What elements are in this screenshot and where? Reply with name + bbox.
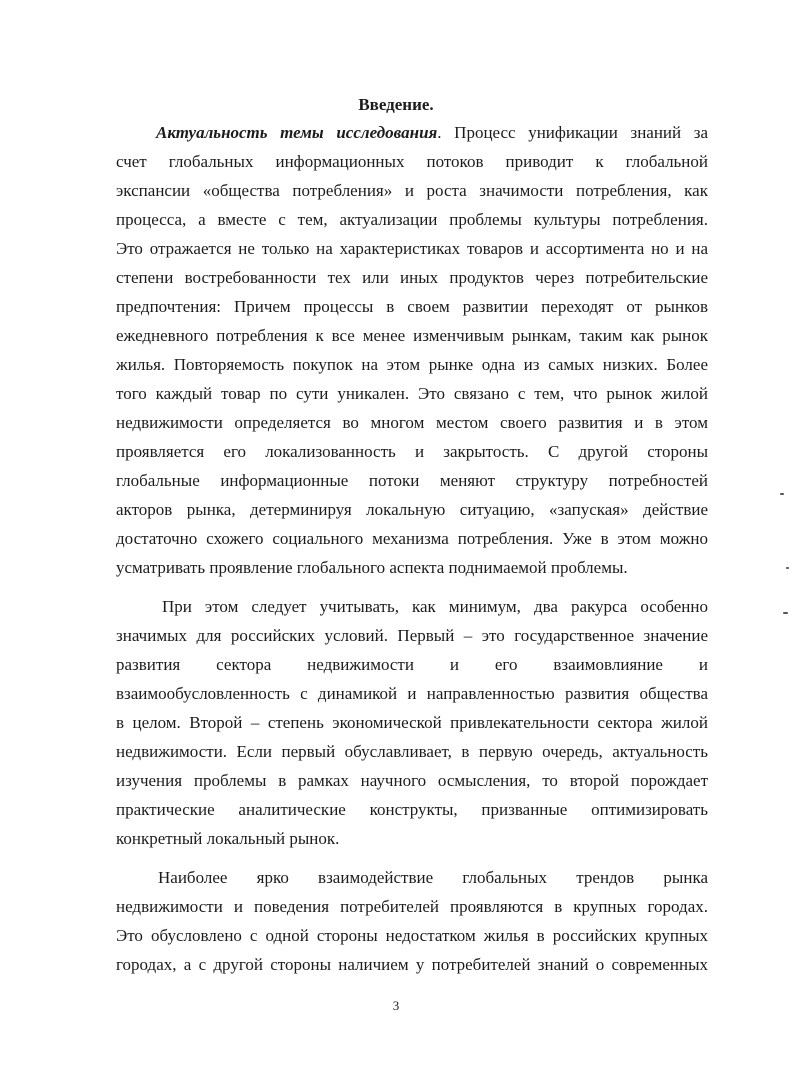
scan-speck [786, 567, 789, 569]
paragraph-2-line-3: развития сектора недвижимости и его взаимовлияние и [116, 655, 708, 674]
paragraph-1-line-8: ежедневного потребления к все менее изменчивым рынкам, таким как рынок [116, 326, 708, 345]
paragraph-2-line-1: При этом следует учитывать, как минимум, два ракурса особенно [162, 597, 708, 616]
paragraph-2-line-5: в целом. Второй – степень экономической привлекательности сектора жилой [116, 713, 708, 732]
paragraph-2-line-6: недвижимости. Если первый обуславливает, в первую очередь, актуальность [116, 742, 708, 761]
paragraph-3-line-3: Это обусловлено с одной стороны недостатком жилья в российских крупных [116, 926, 708, 945]
paragraph-1-line-16: усматривать проявление глобального аспекта поднимаемой проблемы. [116, 558, 628, 577]
paragraph-3-line-2: недвижимости и поведения потребителей проявляются в крупных городах. [116, 897, 708, 916]
paragraph-3-line-4: городах, а с другой стороны наличием у потребителей знаний о современных [116, 955, 708, 974]
paragraph-1-line-4: процесса, а вместе с тем, актуализации проблемы культуры потребления. [116, 210, 708, 229]
paragraph-2-line-7: изучения проблемы в рамках научного осмысления, то второй порождает [116, 771, 708, 790]
paragraph-1-line-3: экспансии «общества потребления» и роста значимости потребления, как [116, 181, 708, 200]
paragraph-1-line-2: счет глобальных информационных потоков приводит к глобальной [116, 152, 708, 171]
scan-speck [783, 612, 788, 614]
paragraph-1-line-13: глобальные информационные потоки меняют структуру потребностей [116, 471, 708, 490]
section-heading: Введение. [358, 95, 434, 114]
paragraph-2-line-9: конкретный локальный рынок. [116, 829, 340, 848]
paragraph-2-line-4: взаимообусловленность с динамикой и направленностью развития общества [116, 684, 708, 703]
paragraph-1-line-7: предпочтения: Причем процессы в своем развитии переходят от рынков [116, 297, 708, 316]
paragraph-2-line-8: практические аналитические конструкты, призванные оптимизировать [116, 800, 708, 819]
paragraph-1-line-6: степени востребованности тех или иных продуктов через потребительские [116, 268, 708, 287]
paragraph-1-line-14: акторов рынка, детерминируя локальную ситуацию, «запуская» действие [116, 500, 708, 519]
paragraph-2-line-2: значимых для российских условий. Первый – это государственное значение [116, 626, 708, 645]
paragraph-1-line-10: того каждый товар по сути уникален. Это связано с тем, что рынок жилой [116, 384, 708, 403]
paragraph-1-line-15: достаточно схожего социального механизма потребления. Уже в этом можно [116, 529, 708, 548]
paragraph-1-line-5: Это отражается не только на характеристиках товаров и ассортимента но и на [116, 239, 708, 258]
paragraph-1-line-11: недвижимости определяется во многом местом своего развития и в этом [116, 413, 708, 432]
paragraph-1-line-1: Актуальность темы исследования. Процесс унификации знаний за [156, 123, 708, 142]
topic-relevance-label: Актуальность темы исследования [156, 123, 438, 142]
paragraph-3-line-1: Наиболее ярко взаимодействие глобальных трендов рынка [158, 868, 708, 887]
scan-speck [780, 493, 784, 495]
paragraph-1-line-12: проявляется его локализованность и закрытость. С другой стороны [116, 442, 708, 461]
paragraph-1-line-9: жилья. Повторяемость покупок на этом рынке одна из самых низких. Более [116, 355, 708, 374]
page-number: 3 [392, 998, 400, 1013]
